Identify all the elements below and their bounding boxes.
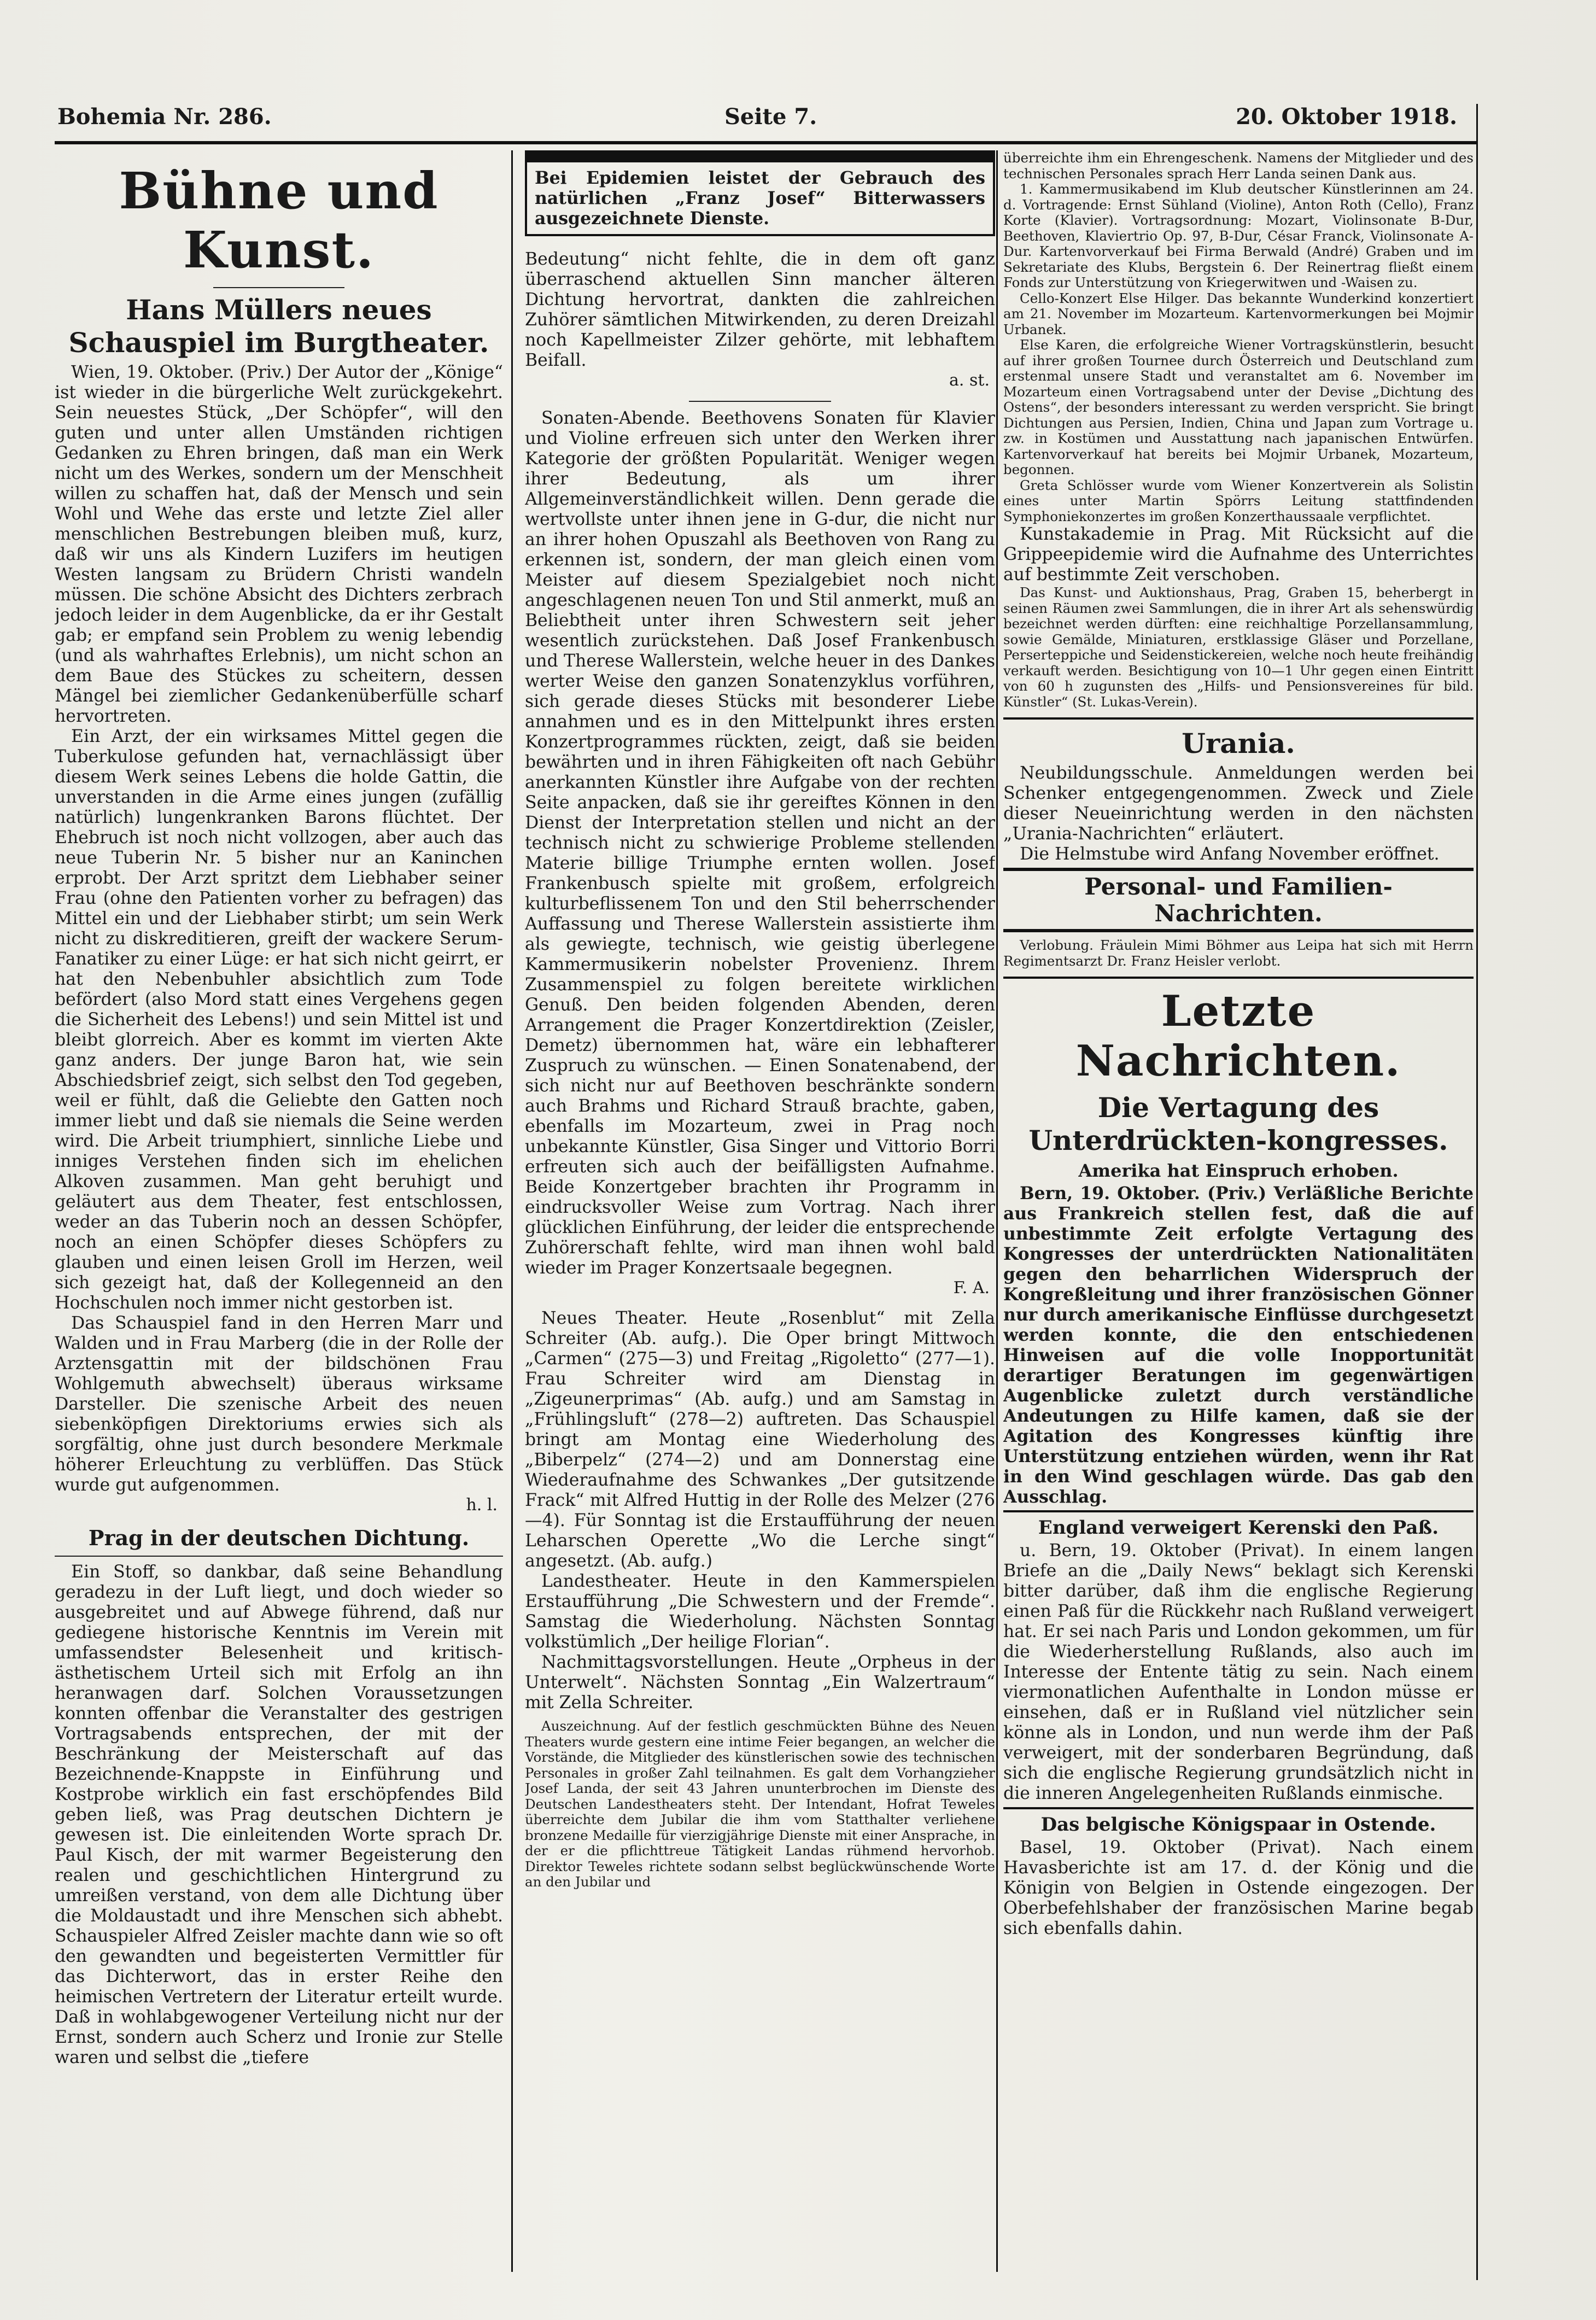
concert-notice: Cello-Konzert Else Hilger. Das bekannte Wunderkind konzertiert am 21. November im Mozarteum. Kartenvormerkungen bei Mojmir Urbanek. xyxy=(1003,290,1474,337)
advertisement-text: Bei Epidemien leistet der Gebrauch des natürlichen „Franz Josef“ Bitterwassers ausgezeichnete Dienste. xyxy=(535,168,985,229)
news-headline: Das belgische Königspaar in Ostende. xyxy=(1003,1807,1474,1836)
article-headline: Prag in der deutschen Dichtung. xyxy=(88,1526,470,1550)
latest-news-title: Letzte Nachrichten. xyxy=(1075,986,1401,1086)
news-paragraph: Basel, 19. Oktober (Privat). Nach einem Havasberichte ist am 17. d. der König und die Königin von Belgien in Ostende eingezogen. Der Oberbefehlshaber der französischen Marine begab sich ebenfalls dahin. xyxy=(1003,1838,1474,1938)
urania-paragraph: Neubildungsschule. Anmeldungen werden bei Schenker entgegengenommen. Zweck und Ziele dieser Neueinrichtung werden in den nächsten „Urania-Nachrichten“ erläutert. xyxy=(1003,763,1474,844)
article-paragraph: Das Schauspiel fand in den Herren Marr und Walden und in Frau Marberg (die in der Rolle der Arztensgattin mit der bildschönen Frau Wohlgemuth abwechselt) überaus wirksame Darsteller. Die szenische Arbeit des neuen siebenköpfigen Direktoriums erwies sich als sorgfältig, ohne just durch besondere Merkmale höherer Erleuchtung zu verblüffen. Das Stück wurde gut aufgenommen. xyxy=(55,1313,503,1495)
masthead-rule xyxy=(55,141,1476,144)
personal-notice: Verlobung. Fräulein Mimi Böhmer aus Leipa hat sich mit Herrn Regimentsarzt Dr. Franz Heisler verlobt. xyxy=(1003,937,1474,969)
concert-notice: 1. Kammermusikabend im Klub deutscher Künstlerinnen am 24. d. Vortragende: Ernst Sühland (Violine), Anton Roth (Cello), Franz Korte (Klavier). Vortragsordnung: Mozart, Violinsonate B-Dur, Beethoven, Klaviertrio Op. 97, B-Dur, César Franck, Violinsonate A-Dur. Kartenvorverkauf bei Firma Berwald (André) Graben und im Sekretariate des Klubs, Bergstein 6. Der Reinertrag fließt einem Fonds zur Unterstützung von Kriegerwitwen und -Waisen zu. xyxy=(1003,181,1474,290)
column-divider-2 xyxy=(996,150,998,2272)
news-headline: England verweigert Kerenski den Paß. xyxy=(1003,1510,1474,1539)
concert-notice: Greta Schlösser wurde vom Wiener Konzertverein als Solistin eines unter Martin Spörrs Leitung stattfindenden Symphoniekonzertes im großen Konzerthaussaale verpflichtet. xyxy=(1003,477,1474,524)
divider xyxy=(1003,977,1474,979)
news-paragraph: Bern, 19. Oktober. (Priv.) Verläßliche Berichte aus Frankreich stellen fest, daß die auf unbestimmte Zeit erfolgte Vertagung des Kongresses der unterdrückten Nationalitäten gegen den beharrlichen Widerspruch der Kongreßleitung und ihrer französischen Gönner nur durch amerikanische Einflüsse durchgesetzt werden konnte, die den entschiedenen Hinweisen auf die volle Inopportunität derartiger Beratungen im gegenwärtigen Augenblicke zuletzt durch verständliche Andeutungen zu Hilfe kamen, daß sie der Agitation des Kongresses künftig ihre Unterstützung entziehen würden, wenn ihr Rat in den Wind geschlagen würde. Das gab den Ausschlag. xyxy=(1003,1183,1474,1507)
masthead xyxy=(57,104,1457,142)
article-paragraph: Sonaten-Abende. Beethovens Sonaten für Klavier und Violine erfreuen sich unter den Werken ihrer Kategorie der größten Popularität. Weniger wegen ihrer Bedeutung, als um ihrer Allgemeinverständlichkeit willen. Denn gerade die wertvollste unter ihnen jene in G-dur, die nicht nur an ihrer hohen Opuszahl als Beethoven von Rang zu erkennen ist, sondern, der man gleich einen vom Meister auf diesem Spezialgebiet noch nicht angeschlagenen neuen Ton und Stil anmerkt, muß an Beliebtheit unter ihren Schwestern seit jeher wesentlich zurückstehen. Daß Josef Frankenbusch und Therese Wallerstein, welche heuer in des Dankes werter Weise den ganzen Sonatenzyklus vorführen, sich gerade dieses Stücks mit besonderer Liebe annahmen und es in den Mittelpunkt ihres ersten Konzertprogrammes rückten, zeigt, daß sie beiden bewährten und in ihren Fähigkeiten oft nach Gebühr anerkannten Künstler ihre Aufgabe von der rechten Seite anpacken, daß sie ihr gereiftes Können in den Dienst der Interpretation stellen und nicht an der technisch nicht zu schwierige Probleme stellenden Materie billige Triumphe ernten wollen. Josef Frankenbusch spielte mit großem, erfolgreich kulturbeflissenem Ton und den Stil beherrschender Auffassung und Therese Wallerstein assistierte ihm als gewiegte, technisch, wie geistig überlegene Kammermusikerin nobelster Provenienz. Ihrem Zusammenspiel zu folgen bereitete wirklichen Genuß. Den beiden folgenden Abenden, deren Arrangement die Prager Konzertdirektion (Zeisler, Demetz) übernommen hat, wäre ein lebhafterer Zuspruch zu wünschen. — Einen Sonatenabend, der sich nicht nur auf Beethoven beschränkte sondern auch Brahms und Richard Strauß brachte, gaben, ebenfalls im Mozarteum, zwei in Prag noch unbekannte Künstler, Gisa Singer und Vittorio Borri erfreuten sich auch der beifälligsten Aufnahme. Beide Konzertgeber brachten ihr Programm in eindrucksvoller Weise zum Vortrag. Nach ihrer glücklichen Einführung, der leider die entsprechende Zuhörerschaft fehlte, wird man ihnen wohl bald wieder im Prager Konzertsaale begegnen. xyxy=(525,408,995,1278)
academy-notice: Kunstakademie in Prag. Mit Rücksicht auf die Grippeepidemie wird die Aufnahme des Unterrichtes auf bestimmte Zeit verschoben. xyxy=(1003,524,1474,585)
section-title: Bühne und Kunst. xyxy=(119,161,439,279)
masthead-date: 20. Oktober 1918. xyxy=(1236,104,1457,130)
divider xyxy=(213,287,344,288)
masthead-page-number: Seite 7. xyxy=(724,104,817,130)
article-continuation: Bedeutung“ nicht fehlte, die in dem oft ganz überraschend aktuellen Sinn mancher älteren Dichtung hervortrat, dankten die zahlreichen Zuhörer sämtlichen Mitwirkenden, zu deren Dreizahl noch Kapellmeister Zilzer gehörte, mit lebhaftem Beifall. xyxy=(525,249,995,370)
divider xyxy=(55,1556,503,1557)
news-paragraph: u. Bern, 19. Oktober (Privat). In einem langen Briefe an die „Daily News“ beklagt sich Kerenski bitter darüber, daß ihm die englische Regierung einen Paß für die Rückkehr nach Rußland verweigert hat. Er sei nach Paris und London gekommen, um für die Wiederherstellung Rußlands, also auch im Interesse der Entente tätig zu sein. Nach einem viermonatlichen Aufenthalte in London müsse er einsehen, daß er in Rußland viel nützlicher sein könne als in London, und nun werde ihm der Paß verweigert, mit der sonderbaren Begründung, daß sich die englische Regierung grundsätzlich nicht in die inneren Angelegenheiten Rußlands einmische. xyxy=(1003,1541,1474,1803)
urania-title: Urania. xyxy=(1182,727,1295,759)
urania-paragraph: Die Helmstube wird Anfang November eröffnet. xyxy=(1020,844,1440,864)
article-paragraph: Wien, 19. Oktober. (Priv.) Der Autor der „Könige“ ist wieder in die bürgerliche Welt zurückgekehrt. Sein neuestes Stück, „Der Schöpfer“, will den guten und unter allen Umständen richtigen Gedanken zu Ehren bringen, daß man ein Werk nicht um des Werkes, sondern um der Menschheit willen zu schaffen hat, daß der Mensch und sein Wohl und Wehe das erste und letzte Ziel aller menschlichen Bestrebungen bleiben muß, kurz, daß wir uns als Kindern Luzifers im heutigen Westen langsam zu Brüdern Christi wandeln müssen. Die schöne Absicht des Dichters zerbrach jedoch leider in dem Augenblicke, da er ihr Gestalt gab; er empfand sein Problem zu wenig lebendig (und als wahrhaftes Erlebnis), um nicht schon an dem Baue des Stückes zu scheitern, dessen Mängel bei ziemlicher Gedankenüberfülle scharf hervortreten. xyxy=(55,363,503,726)
column-2 xyxy=(525,150,995,2283)
personal-title: Personal- und Familien-Nachrichten. xyxy=(1003,868,1474,932)
theater-notice: Neues Theater. Heute „Rosenblut“ mit Zella Schreiter (Ab. aufg.). Die Oper bringt Mittwoch „Carmen“ (275—3) und Freitag „Rigoletto“ (277—1). Frau Schreiter wird am Dienstag in „Zigeunerprimas“ (Ab. aufg.) und am Samstag in „Frühlingsluft“ (278—2) auftreten. Das Schauspiel bringt am Montag eine Wiederholung des „Biberpelz“ (274—2) und am Donnerstag eine Wiederaufnahme des Schwankes „Der gutsitzende Frack“ mit Alfred Huttig in der Rolle des Melzer (276—4). Für Sonntag ist die Erstaufführung der neuen Leharschen Operette „Wo die Lerche singt“ angesetzt. (Ab. aufg.) xyxy=(525,1308,995,1571)
divider xyxy=(1003,717,1474,720)
news-subheadline: Amerika hat Einspruch erhoben. xyxy=(1078,1160,1399,1181)
article-signature: F. A. xyxy=(953,1278,990,1298)
theater-notice: Nachmittagsvorstellungen. Heute „Orpheus in der Unterwelt“. Nächsten Sonntag „Ein Walzertraum“ mit Zella Schreiter. xyxy=(525,1652,995,1713)
news-headline: Die Vertagung des Unterdrückten-kongresses. xyxy=(1028,1091,1448,1156)
advertisement-box xyxy=(525,150,995,236)
column-1 xyxy=(55,150,503,2283)
column-divider-1 xyxy=(511,150,513,2272)
concert-notice: Else Karen, die erfolgreiche Wiener Vortragskünstlerin, besucht auf ihrer großen Tournee durch Österreich und Deutschland zum erstenmal unsere Stadt und veranstaltet am 6. November im Mozarteum einen Vortragsabend unter der Devise „Dichtung des Ostens“, der besonders interessant zu werden verspricht. Sie bringt Dichtungen aus Persien, Indien, China und Japan zum Vortrage u. zw. in Kostümen und Ausstattung nach japanischen Entwürfen. Kartenvorverkauf hat bereits bei Mojmir Urbanek, Mozarteum, begonnen. xyxy=(1003,337,1474,477)
article-signature: a. st. xyxy=(949,371,990,390)
divider xyxy=(689,401,831,402)
article-paragraph: Ein Stoff, so dankbar, daß seine Behandlung geradezu in der Luft liegt, und doch wieder so ausgebreitet und auf Abwege führend, daß nur gediegene historische Kenntnis im Verein mit umfassendster Belesenheit und kritisch-ästhetischem Urteil sich mit Erfolg an ihn heranwagen darf. Solchen Voraussetzungen konnten offenbar die Veranstalter des gestrigen Vortragsabends entsprechen, der mit der Beschränkung der Meisterschaft auf das Bezeichnende-Knappste in Einführung und Kostprobe wirklich ein fast erschöpfendes Bild geben ließ, was Prag deutschen Dichtern je gewesen ist. Die einleitenden Worte sprach Dr. Paul Kisch, der mit warmer Begeisterung den realen und geschichtlichen Hintergrund zu umreißen verstand, von dem alle Dichtung über die Moldaustadt und ihre Menschen sich abhebt. Schauspieler Alfred Zeisler machte dann wie so oft den gewandten und begeisterten Vermittler für das Dichterwort, das in erster Reihe den heimischen Vertretern der Literatur erteilt wurde. Daß in wohlabgewogener Verteilung nicht nur der Ernst, sondern auch Scherz und Ironie zur Stelle waren und selbst die „tiefere xyxy=(55,1562,503,2067)
masthead-paper-number: Bohemia Nr. 286. xyxy=(57,104,272,130)
award-notice: Auszeichnung. Auf der festlich geschmückten Bühne des Neuen Theaters wurde gestern eine intime Feier begangen, an welcher die Vorstände, die Mitglieder des künstlerischen sowie des technischen Personales in großer Zahl teilnahmen. Es galt dem Vorhangzieher Josef Landa, der seit 43 Jahren ununterbrochen im Dienste des Deutschen Landestheaters steht. Der Intendant, Hofrat Teweles überreichte dem Jubilar die ihm vom Statthalter verliehene bronzene Medaille für vierzigjährige Dienste mit einer Ansprache, in der er die pflichttreue Tätigkeit Landas rühmend hervorhob. Direktor Teweles richtete sodann selbst beglückwünschende Worte an den Jubilar und xyxy=(525,1718,995,1890)
theater-notice: Landestheater. Heute in den Kammerspielen Erstaufführung „Die Schwestern und der Fremde“. Samstag die Wiederholung. Nächsten Sonntag volkstümlich „Der heilige Florian“. xyxy=(525,1571,995,1652)
article-paragraph: Ein Arzt, der ein wirksames Mittel gegen die Tuberkulose gefunden hat, vernachlässigt über diesem Werk seines Lebens die holde Gattin, die unverstanden in die Arme eines jungen (zufällig natürlich) lungenkranken Barons flüchtet. Der Ehebruch ist noch nicht vollzogen, aber auch das neue Tuberin Nr. 5 bisher nur an Kaninchen erprobt. Der Arzt spritzt dem Liebhaber seiner Frau (ohne den Patienten vorher zu befragen) das Mittel ein und der Liebhaber stirbt; um sein Werk nicht zu diskreditieren, greift der wackere Serum-Fanatiker zu einer Lüge: er hat sich nicht geirrt, er hat den Nebenbuhler absichtlich zum Tode befördert (also Mord statt eines Vergehens gegen die Sicherheit des Lebens!) und sein Mittel ist und bleibt glorreich. Aber es kommt im vierten Akte ganz anders. Der junge Baron hat, wie sein Abschiedsbrief zeigt, sich selbst den Tod gegeben, weil er fühlt, daß die Geliebte den Gatten noch immer liebt und daß sie niemals die Seine werden wird. Die Arbeit triumphiert, sinnliche Liebe und inniges Verstehen finden sich im ehelichen Alkoven zusammen. Man geht beruhigt und geläutert aus dem Theater, fest entschlossen, weder an das Tuberin noch an dessen Schöpfer, noch an einen Schöpfer dieses Schöpfers zu glauben und einen leisen Groll im Herzen, weil sich gezeigt hat, daß der Kollegenneid an den Hochschulen noch immer nicht gestorben ist. xyxy=(55,727,503,1313)
column-3 xyxy=(1003,150,1474,2283)
auction-notice: Das Kunst- und Auktionshaus, Prag, Graben 15, beherbergt in seinen Räumen zwei Sammlungen, die in ihrer Art als sehenswürdig bezeichnet werden dürften: eine reichhaltige Porzellansammlung, sowie Gemälde, Miniaturen, erstklassige Gläser und Porzellane, Perserteppiche und Seidenstickereien, welche noch heute freihändig verkauft werden. Besichtigung von 10—1 Uhr gegen einen Eintritt von 60 h zugunsten des „Hilfs- und Pensionsvereines für bild. Künstler“ (St. Lukas-Verein). xyxy=(1003,585,1474,710)
article-headline: Hans Müllers neues Schauspiel im Burgtheater. xyxy=(68,294,489,359)
article-signature: h. l. xyxy=(466,1495,498,1515)
article-continuation: überreichte ihm ein Ehrengeschenk. Namens der Mitglieder und des technischen Personales sprach Herr Landa seinen Dank aus. xyxy=(1003,150,1474,182)
right-edge-rule xyxy=(1476,104,1478,2280)
